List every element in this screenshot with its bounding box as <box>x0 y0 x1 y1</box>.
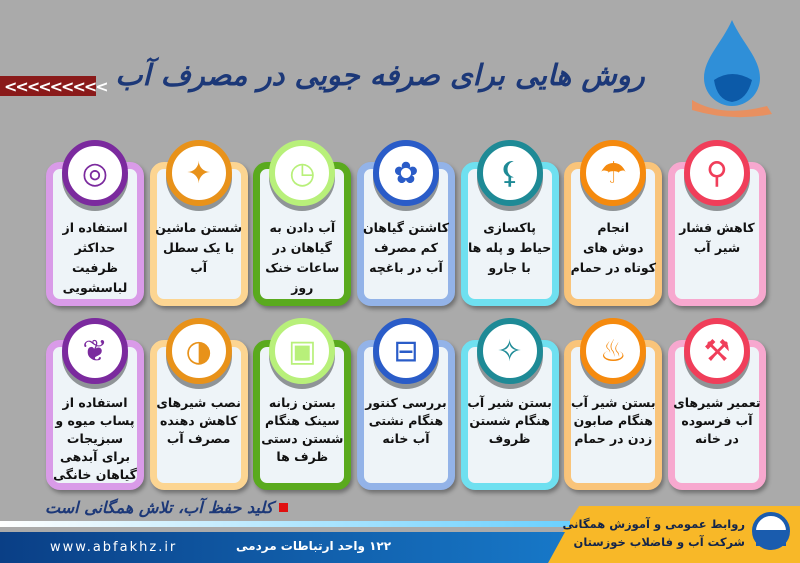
tip-card <box>564 140 662 306</box>
sensor-faucet-icon: ◑ <box>166 318 232 384</box>
broom-icon: ⚸ <box>477 140 543 206</box>
company-logo-icon <box>752 512 790 550</box>
tip-card <box>253 318 351 490</box>
decorative-arrows: <<<<<<<<< <box>0 76 96 96</box>
slogan <box>45 498 288 517</box>
tip-text: پاکسازی حیاط و پله ها با جارو <box>467 220 552 275</box>
faucet-icon: ⚲ <box>684 140 750 206</box>
tip-text: بستن زبانه سینک هنگام شستن دستی ظرف ها <box>261 395 344 464</box>
tip-card <box>564 318 662 490</box>
tip-card <box>461 318 559 490</box>
tip-text: شستن ماشین با یک سطل آب <box>155 220 243 275</box>
red-square-icon <box>279 503 288 512</box>
slogan-text: کلید حفظ آب، تلاش همگانی است <box>45 498 274 517</box>
pipe-wrench-icon: ⚒ <box>684 318 750 384</box>
fruit-bowl-icon: ❦ <box>62 318 128 384</box>
tip-card <box>668 140 766 306</box>
tip-card <box>461 140 559 306</box>
tip-text: تعمیر شیرهای آب فرسوده در خانه <box>673 395 761 446</box>
tip-card <box>253 140 351 306</box>
footer-strip <box>0 521 570 527</box>
tips-row-1 <box>46 140 766 306</box>
tip-card <box>46 140 144 306</box>
public-relations-unit: ۱۲۲ واحد ارتباطات مردمی <box>236 539 392 553</box>
plant-shovel-icon: ✿ <box>373 140 439 206</box>
tips-row-2 <box>46 318 766 490</box>
page-title: روش هایی برای صرفه جویی در مصرف آب <box>115 58 645 92</box>
tip-text: استفاده از پساب میوه و سبزیجات برای آبدهی گیاهان خانگی <box>53 395 137 482</box>
organization-name <box>563 515 745 551</box>
tip-card <box>150 140 248 306</box>
water-meter-icon: ⊟ <box>373 318 439 384</box>
watering-can-clock-icon: ◷ <box>269 140 335 206</box>
tip-text: آب دادن به گیاهان در ساعات خنک روز <box>265 220 340 295</box>
tip-text: کاشتن گیاهان کم مصرف آب در باغچه <box>362 220 449 275</box>
org-line-2: شرکت آب و فاضلاب خوزستان <box>573 535 745 549</box>
tip-text: بستن شیر آب هنگام صابون زدن در حمام <box>571 395 656 446</box>
tip-text: انجام دوش های کوتاه در حمام <box>570 220 656 275</box>
water-drop-hand-icon <box>692 18 772 118</box>
tip-text: نصب شیرهای کاهش دهنده مصرف آب <box>156 395 241 446</box>
dish-sponge-icon: ✧ <box>477 318 543 384</box>
tip-card <box>150 318 248 490</box>
org-line-1: روابط عمومی و آموزش همگانی <box>562 517 745 531</box>
tip-card <box>357 140 455 306</box>
car-wash-icon: ✦ <box>166 140 232 206</box>
tip-text: بستن شیر آب هنگام شستن ظروف <box>467 395 552 446</box>
sink-icon: ▣ <box>269 318 335 384</box>
shower-icon: ☂ <box>580 140 646 206</box>
website-link[interactable]: www.abfakhz.ir <box>50 540 178 555</box>
washing-machine-icon: ◎ <box>62 140 128 206</box>
tip-card <box>668 318 766 490</box>
bathtub-icon: ♨ <box>580 318 646 384</box>
tip-text: کاهش فشار شیر آب <box>679 220 755 255</box>
tip-card <box>46 318 144 490</box>
tip-text: استفاده از حداکثر ظرفیت لباسشویی <box>62 220 128 295</box>
tip-card <box>357 318 455 490</box>
tip-text: بررسی کنتور هنگام نشتی آب خانه <box>365 395 447 446</box>
